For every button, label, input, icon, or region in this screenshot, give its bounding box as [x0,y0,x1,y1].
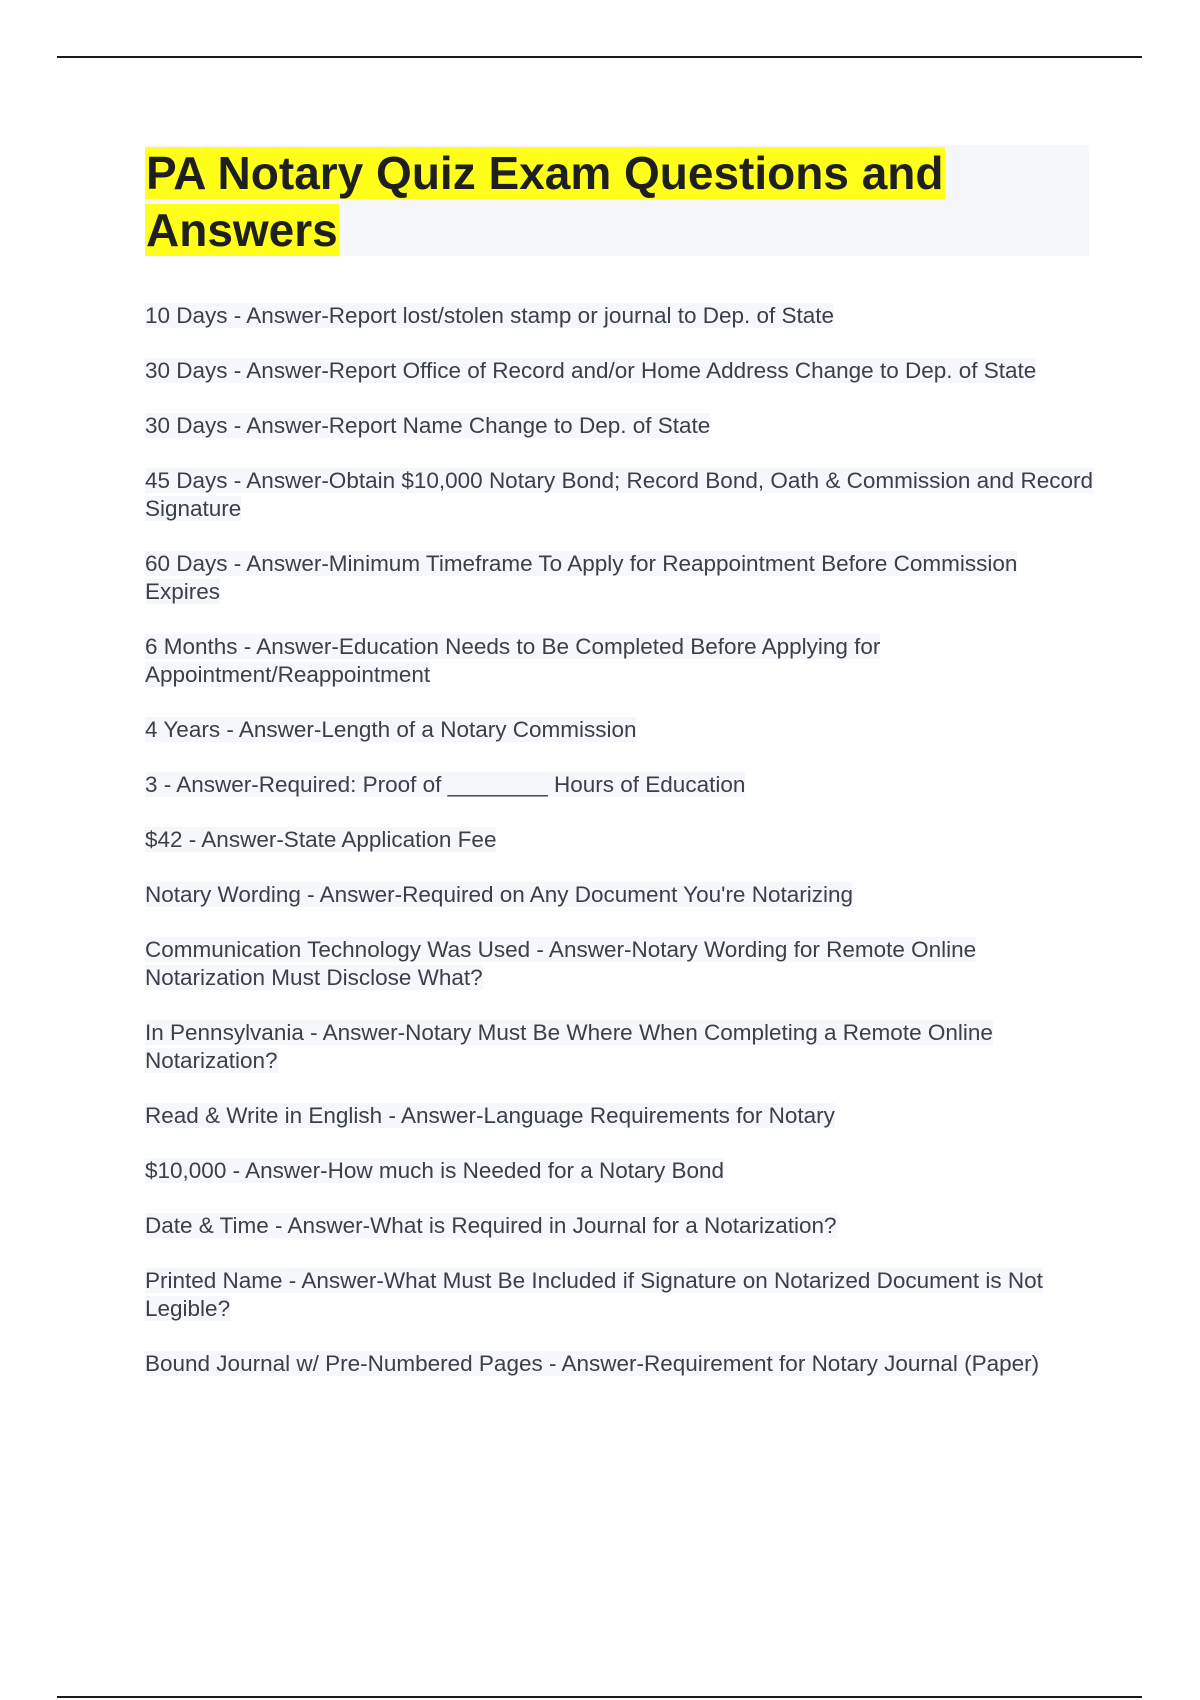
qa-item [145,357,1095,385]
qa-item [145,881,1095,909]
qa-item [145,1157,1095,1185]
page-title-text: PA Notary Quiz Exam Questions and Answers [146,147,944,256]
qa-item-text: Printed Name - Answer-What Must Be Included if Signature on Notarized Document is Not Legible? [145,1268,1043,1321]
qa-item-text: 4 Years - Answer-Length of a Notary Commission [145,717,637,742]
qa-item-text: 60 Days - Answer-Minimum Timeframe To Apply for Reappointment Before Commission Expires [145,551,1018,604]
qa-item-text: 30 Days - Answer-Report Office of Record and/or Home Address Change to Dep. of State [145,358,1037,383]
qa-item-text: Notary Wording - Answer-Required on Any Document You're Notarizing [145,882,853,907]
header-rule [57,56,1142,58]
qa-item [145,1019,1095,1075]
qa-item [145,550,1095,606]
qa-item [145,302,1095,330]
qa-item-text: $42 - Answer-State Application Fee [145,827,497,852]
qa-item [145,412,1095,440]
title-block [145,145,1089,256]
page-title [145,145,1089,259]
qa-list [145,302,1095,1405]
qa-item-text: 10 Days - Answer-Report lost/stolen stamp or journal to Dep. of State [145,303,835,328]
qa-item [145,633,1095,689]
qa-item [145,936,1095,992]
qa-item-text: 30 Days - Answer-Report Name Change to Dep. of State [145,413,711,438]
qa-item-text: Bound Journal w/ Pre-Numbered Pages - Answer-Requirement for Notary Journal (Paper) [145,1351,1040,1376]
qa-item-text: In Pennsylvania - Answer-Notary Must Be Where When Completing a Remote Online Notarization? [145,1020,993,1073]
qa-item-text: Communication Technology Was Used - Answer-Notary Wording for Remote Online Notarization Must Disclose What? [145,937,977,990]
qa-item [145,716,1095,744]
qa-item-text: Read & Write in English - Answer-Language Requirements for Notary [145,1103,835,1128]
footer-rule [57,1696,1142,1698]
qa-item [145,467,1095,523]
qa-item [145,826,1095,854]
qa-item-text: $10,000 - Answer-How much is Needed for a Notary Bond [145,1158,725,1183]
qa-item [145,771,1095,799]
qa-item [145,1350,1095,1378]
qa-item-text: 45 Days - Answer-Obtain $10,000 Notary Bond; Record Bond, Oath & Commission and Record Signature [145,468,1093,521]
qa-item [145,1267,1095,1323]
qa-item-text: Date & Time - Answer-What is Required in Journal for a Notarization? [145,1213,837,1238]
qa-item [145,1102,1095,1130]
qa-item-text: 6 Months - Answer-Education Needs to Be Completed Before Applying for Appointment/Reappointment [145,634,881,687]
qa-item [145,1212,1095,1240]
qa-item-text: 3 - Answer-Required: Proof of ________ Hours of Education [145,772,746,797]
